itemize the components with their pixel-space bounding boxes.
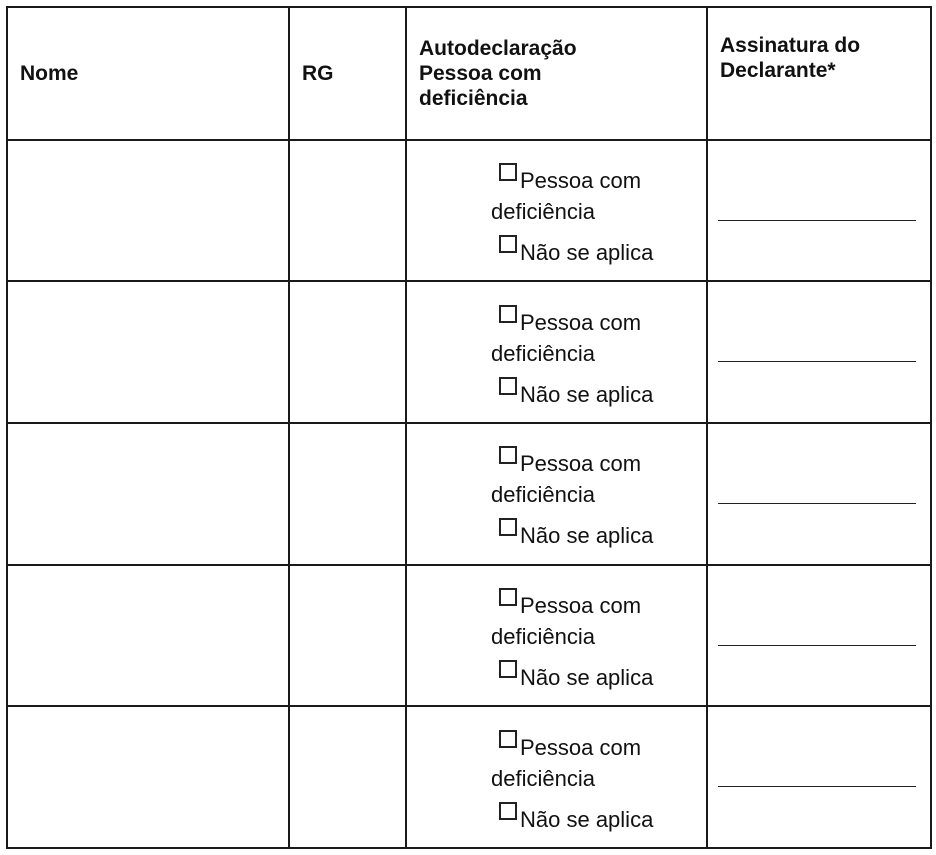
signature-line bbox=[718, 786, 916, 787]
table-row bbox=[7, 706, 931, 848]
na-checkbox[interactable] bbox=[499, 802, 517, 820]
nome-cell[interactable] bbox=[7, 423, 289, 565]
nome-cell[interactable] bbox=[7, 706, 289, 848]
nome-cell[interactable] bbox=[7, 140, 289, 282]
option-pcd-line2: deficiência bbox=[491, 482, 595, 508]
signature-line bbox=[718, 645, 916, 646]
assinatura-cell[interactable] bbox=[707, 423, 931, 565]
rg-cell[interactable] bbox=[289, 706, 406, 848]
option-pcd[interactable]: Pessoa com bbox=[493, 305, 706, 338]
rg-cell[interactable] bbox=[289, 140, 406, 282]
option-na[interactable]: Não se aplica bbox=[493, 660, 706, 693]
header-row bbox=[7, 7, 931, 140]
option-na[interactable]: Não se aplica bbox=[493, 518, 706, 551]
assinatura-cell[interactable] bbox=[707, 281, 931, 423]
signature-line bbox=[718, 503, 916, 504]
na-checkbox[interactable] bbox=[499, 660, 517, 678]
pcd-checkbox[interactable] bbox=[499, 446, 517, 464]
header-rg: RG bbox=[289, 7, 406, 140]
nome-cell[interactable] bbox=[7, 281, 289, 423]
signature-line bbox=[718, 220, 916, 221]
autodeclaracao-cell bbox=[406, 706, 707, 848]
option-na[interactable]: Não se aplica bbox=[493, 802, 706, 835]
option-pcd[interactable]: Pessoa com bbox=[493, 730, 706, 763]
na-checkbox[interactable] bbox=[499, 235, 517, 253]
signature-line bbox=[718, 361, 916, 362]
na-checkbox[interactable] bbox=[499, 377, 517, 395]
header-autodeclaracao-line3: deficiência bbox=[419, 86, 528, 110]
pcd-checkbox[interactable] bbox=[499, 163, 517, 181]
pcd-checkbox[interactable] bbox=[499, 588, 517, 606]
header-nome: Nome bbox=[7, 7, 289, 140]
header-assinatura bbox=[707, 7, 931, 140]
autodeclaracao-cell bbox=[406, 423, 707, 565]
rg-cell[interactable] bbox=[289, 423, 406, 565]
header-assinatura-line2: Declarante* bbox=[720, 59, 836, 83]
assinatura-cell[interactable] bbox=[707, 140, 931, 282]
autodeclaracao-cell bbox=[406, 281, 707, 423]
option-pcd-line2: deficiência bbox=[491, 765, 595, 791]
option-pcd[interactable]: Pessoa com bbox=[493, 588, 706, 621]
nome-cell[interactable] bbox=[7, 565, 289, 707]
option-pcd[interactable]: Pessoa com bbox=[493, 446, 706, 479]
autodeclaracao-cell bbox=[406, 565, 707, 707]
pcd-checkbox[interactable] bbox=[499, 730, 517, 748]
rg-cell[interactable] bbox=[289, 281, 406, 423]
autodeclaracao-cell bbox=[406, 140, 707, 282]
option-na[interactable]: Não se aplica bbox=[493, 235, 706, 268]
table-row bbox=[7, 140, 931, 282]
header-autodeclaracao-line1: Autodeclaração bbox=[419, 36, 577, 60]
table-row bbox=[7, 281, 931, 423]
option-pcd-line2: deficiência bbox=[491, 623, 595, 649]
assinatura-cell[interactable] bbox=[707, 565, 931, 707]
header-assinatura-line1: Assinatura do bbox=[720, 34, 861, 58]
option-pcd-line2: deficiência bbox=[491, 198, 595, 224]
assinatura-cell[interactable] bbox=[707, 706, 931, 848]
pcd-checkbox[interactable] bbox=[499, 305, 517, 323]
option-pcd-line2: deficiência bbox=[491, 340, 595, 366]
option-pcd[interactable]: Pessoa com bbox=[493, 163, 706, 196]
header-autodeclaracao-line2: Pessoa com bbox=[419, 61, 542, 85]
option-na[interactable]: Não se aplica bbox=[493, 377, 706, 410]
na-checkbox[interactable] bbox=[499, 518, 517, 536]
declaration-table bbox=[6, 6, 932, 849]
table-row bbox=[7, 423, 931, 565]
table-row bbox=[7, 565, 931, 707]
header-autodeclaracao bbox=[406, 7, 707, 140]
rg-cell[interactable] bbox=[289, 565, 406, 707]
